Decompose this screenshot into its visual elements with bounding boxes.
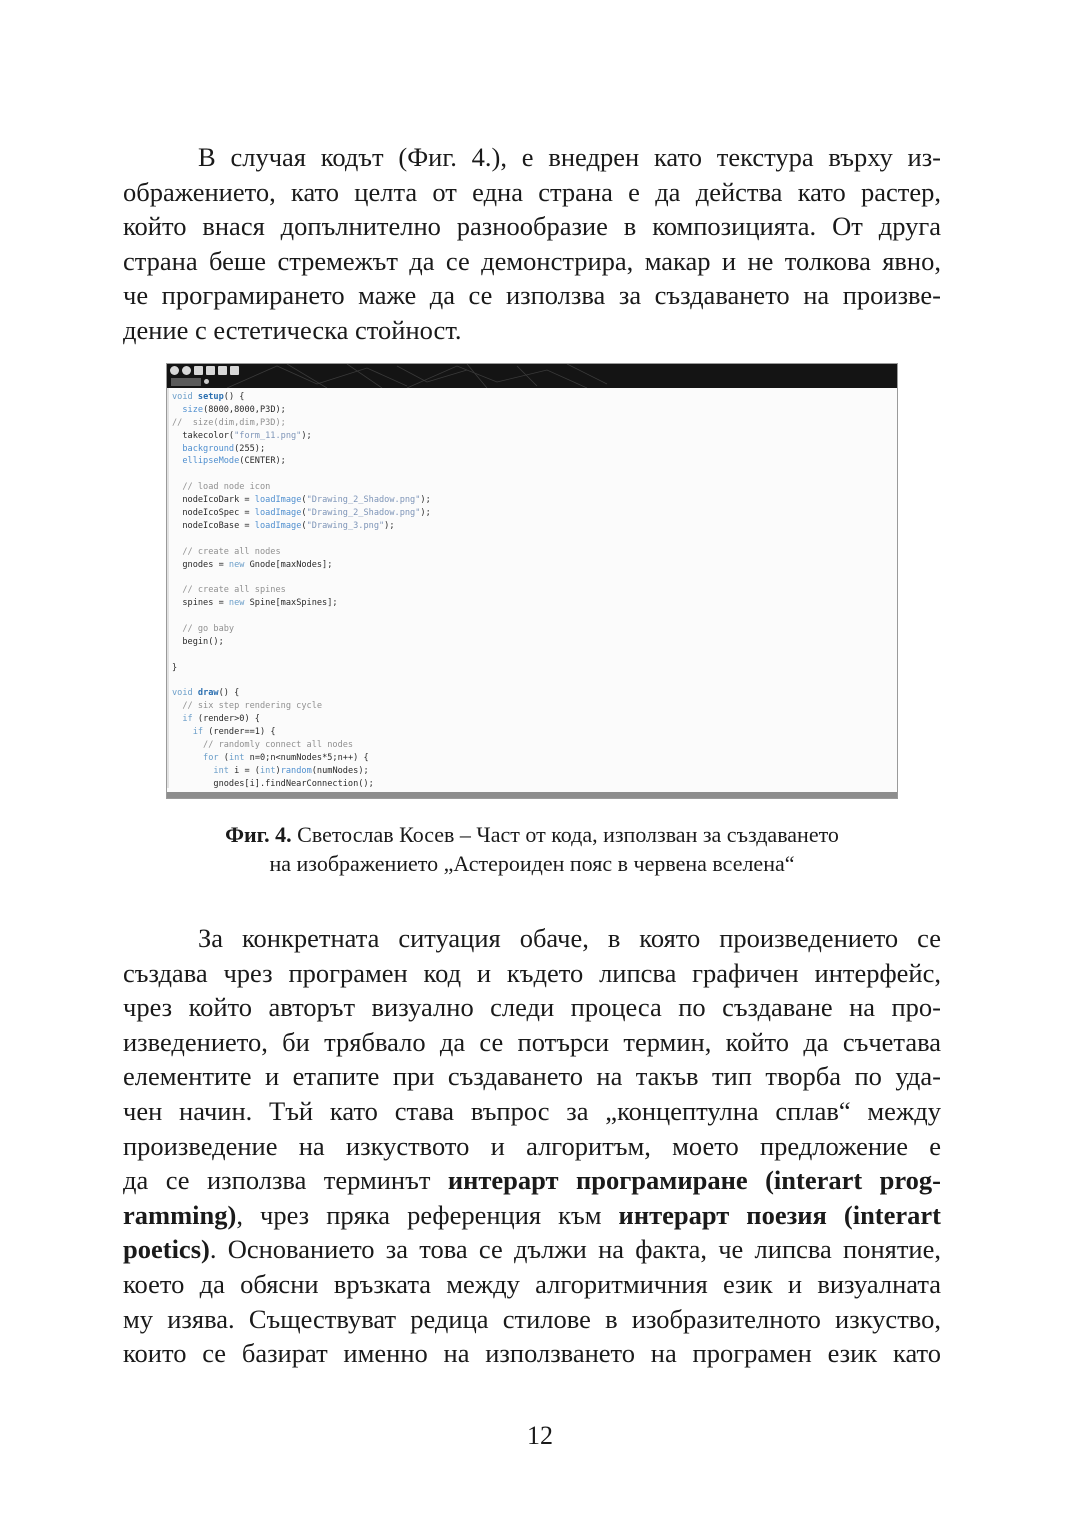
page-number: 12 bbox=[527, 1421, 553, 1450]
line-text: да се използва терминът bbox=[123, 1165, 448, 1196]
code-line: gnodes = new Gnode[maxNodes]; bbox=[172, 559, 333, 570]
code-line: spines = new Spine[maxSpines]; bbox=[172, 598, 338, 609]
paragraph-2-line: които се базират именно на използването на програмен език като bbox=[123, 1338, 941, 1369]
code-line: background(255); bbox=[182, 443, 266, 454]
paragraph-1-line: дение с естетическа стойност. bbox=[123, 314, 462, 345]
line-text: , чрез пряка референция към bbox=[236, 1199, 619, 1230]
paragraph-2-line: му изява. Съществуват редица стилове в изобразителното изкуство, bbox=[123, 1303, 941, 1334]
paragraph-2-line: което да обясни връзката между алгоритмичния език и визуалната bbox=[123, 1268, 941, 1299]
code-line bbox=[172, 675, 431, 688]
paragraph-2-line: За конкретната ситуация обаче, в която произведението се bbox=[198, 923, 941, 953]
stop-icon bbox=[182, 366, 191, 375]
code-listing bbox=[172, 391, 431, 791]
paragraph-2-line bbox=[123, 1232, 941, 1267]
term-interart-programming: интерарт програмиране (interart prog- bbox=[447, 1165, 941, 1196]
editor-gutter bbox=[167, 388, 169, 788]
caption-label: Фиг. 4. bbox=[225, 822, 292, 847]
code-line: nodeIcoSpec = loadImage("Drawing_2_Shadow.png"); bbox=[172, 508, 431, 519]
open-file-icon bbox=[206, 366, 215, 375]
code-line: begin(); bbox=[172, 636, 224, 647]
term-interart-programming-end: ramming) bbox=[123, 1199, 237, 1230]
term-interart-poetics-end: poetics) bbox=[123, 1234, 210, 1265]
code-line: nodeIcoDark = loadImage("Drawing_2_Shadow.png"); bbox=[172, 495, 431, 506]
term-interart-poetics: интерарт поезия (interart bbox=[618, 1199, 941, 1230]
code-line: // randomly connect all nodes bbox=[172, 740, 354, 751]
editor-status-bar bbox=[167, 792, 897, 798]
code-line bbox=[172, 571, 431, 584]
paragraph-2-line: изведението, би трябвало да се потърси термин, който да съчетава bbox=[123, 1026, 941, 1057]
code-line: // go baby bbox=[172, 624, 235, 635]
code-line: nodeIcoBase = loadImage("Drawing_3.png"); bbox=[172, 520, 395, 531]
paragraph-2 bbox=[123, 921, 941, 1371]
code-line bbox=[172, 533, 431, 546]
caption-text: Светослав Косев – Част от кода, използван за създаването bbox=[291, 822, 839, 847]
code-line: // create all spines bbox=[172, 585, 286, 596]
code-line: } bbox=[172, 662, 178, 673]
run-icon bbox=[170, 366, 179, 375]
paragraph-2-line: чрез който авторът визуално следи процеса по създаване на про- bbox=[123, 992, 941, 1023]
paragraph-1-line: който внася допълнително разнообразие в композицията. От друга bbox=[123, 211, 941, 242]
new-file-icon bbox=[194, 366, 203, 375]
code-line: gnodes[i].findNearConnection(); bbox=[172, 778, 374, 789]
code-line: int i = (int)random(numNodes); bbox=[213, 765, 369, 776]
code-line bbox=[172, 649, 431, 662]
code-line: ellipseMode(CENTER); bbox=[182, 456, 286, 467]
code-line: takecolor("form_11.png"); bbox=[172, 430, 312, 441]
paragraph-1-line: В случая кодът (Фиг. 4.), е внедрен като текстура върху из- bbox=[198, 142, 941, 172]
toolbar-pattern bbox=[167, 364, 897, 388]
paragraph-2-line: елементите и етапите при създаването на такъв тип творба по уда- bbox=[123, 1061, 941, 1092]
paragraph-2-line bbox=[123, 1163, 941, 1198]
code-line: // create all nodes bbox=[172, 546, 281, 557]
code-line: // size(dim,dim,P3D); bbox=[172, 417, 286, 428]
editor-toolbar bbox=[167, 364, 897, 388]
code-line: for (int n=0;n<numNodes*5;n++) { bbox=[203, 752, 369, 763]
code-line bbox=[172, 468, 431, 481]
paragraph-2-line: създава чрез програмен код и където липсва графичен интерфейс, bbox=[123, 957, 941, 988]
code-line: // six step rendering cycle bbox=[172, 701, 323, 712]
paragraph-1-line: страна беше стремежът да се демонстрира, макар и не толкова явно, bbox=[123, 245, 941, 276]
line-text: . Основанието за това се дължи на факта, че липсва понятие, bbox=[209, 1234, 941, 1265]
figure-code-screenshot bbox=[166, 363, 898, 799]
code-line: void draw() { bbox=[172, 688, 240, 699]
save-file-icon bbox=[218, 366, 227, 375]
code-line: void setup() { bbox=[172, 392, 245, 402]
tab-menu-icon bbox=[204, 379, 209, 384]
export-icon bbox=[230, 366, 239, 375]
code-line bbox=[172, 610, 431, 623]
code-line: // load node icon bbox=[172, 482, 271, 493]
paragraph-1 bbox=[123, 140, 941, 348]
caption-line-2: на изображението „Астероиден пояс в червена вселена“ bbox=[269, 851, 795, 876]
paragraph-2-line: произведение на изкуството и алгоритъм, моето предложение е bbox=[123, 1130, 941, 1161]
code-line: size(8000,8000,P3D); bbox=[182, 404, 286, 415]
paragraph-1-line: че програмирането маже да се използва за създаването на произве- bbox=[123, 280, 941, 311]
paragraph-2-line: чен начин. Тъй като става въпрос за „концептулна сплав“ между bbox=[123, 1095, 941, 1126]
paragraph-2-line bbox=[123, 1198, 941, 1233]
editor-tab bbox=[171, 378, 201, 386]
code-line: if (render==1) { bbox=[192, 727, 276, 738]
figure-caption bbox=[123, 820, 941, 878]
paragraph-1-line: ображението, като целта от една страна е да действа като растер, bbox=[123, 176, 941, 207]
code-line: if (render>0) { bbox=[182, 714, 260, 725]
